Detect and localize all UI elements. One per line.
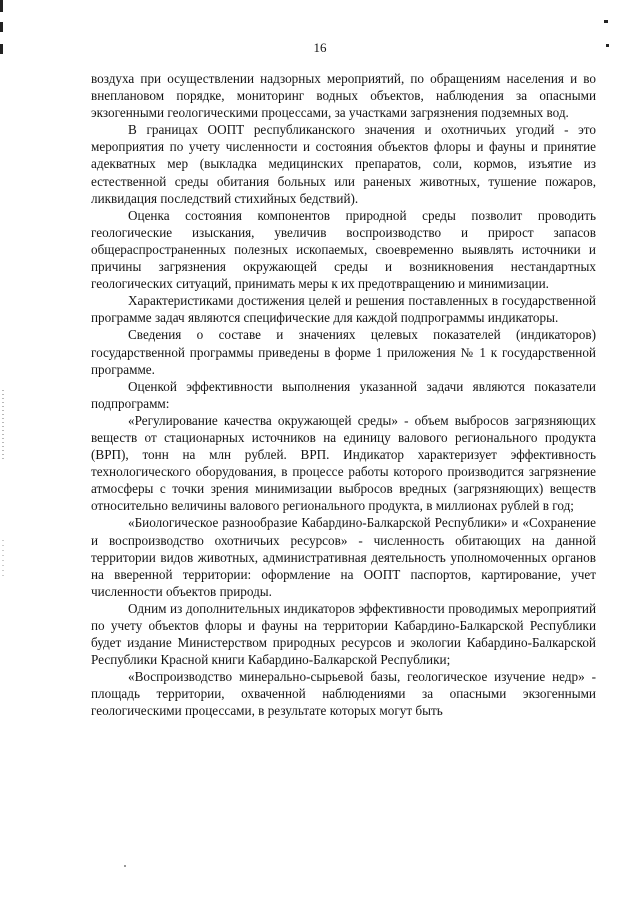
paragraph: воздуха при осуществлении надзорных мероприятий, по обращениям населения и во внеплановом порядке, мониторинг водных объектов, наблюдения за опасными экзогенными геологическими процессами, за участками загрязнения подземных вод. [91, 71, 596, 121]
paragraph: Сведения о составе и значениях целевых показателей (индикаторов) государственной программы приведены в форме 1 приложения № 1 к государственной программе. [91, 327, 596, 377]
paragraph: Одним из дополнительных индикаторов эффективности проводимых мероприятий по учету объектов флоры и фауны на территории Кабардино-Балкарской Республики будет издание Министерством природных ресурсов и экологии Кабардино-Балкарской Республики Красной книги Кабардино-Балкарской Республики; [91, 600, 596, 668]
paragraph: Оценка состояния компонентов природной среды позволит проводить геологические изыскания, увеличив воспроизводство и прирост запасов общераспространенных полезных ископаемых, своевременно выявлять источники и причины загрязнения окружающей среды и возникновения нестандартных геологических ситуаций, принимать меры к их предотвращению и минимизации. [91, 207, 596, 292]
paragraph: «Биологическое разнообразие Кабардино-Балкарской Республики» и «Сохранение и воспроизводство охотничьих ресурсов» - численность обитающих на данной территории видов животных, административная деятельность уполномоченных органов на вверенной территории: оформление на ООПТ паспортов, картирование, учет численности объектов природы. [91, 515, 596, 599]
paragraph: В границах ООПТ республиканского значения и охотничьих угодий - это мероприятия по учету численности и состояния объектов флоры и фауны и принятие адекватных мер (выкладка медицинских препаратов, соли, кормов, изъятие из естественной среды обитания больных или раненых животных, тушение пожаров, ликвидация последствий стихийных бедствий). [91, 122, 596, 206]
scan-dot-bottom [124, 865, 126, 867]
body-text [91, 70, 596, 720]
page-number: 16 [313, 40, 327, 55]
paragraph: Характеристиками достижения целей и решения поставленных в государственной программе задач являются специфические для каждой подпрограммы индикаторы. [91, 293, 596, 326]
paragraph: «Воспроизводство минерально-сырьевой базы, геологическое изучение недр» - площадь территории, охваченной наблюдениями за опасными экзогенными геологическими процессами, в результате которых могут быть [91, 669, 596, 719]
paragraph: «Регулирование качества окружающей среды» - объем выбросов загрязняющих веществ от стационарных источников на единицу валового регионального продукта (ВРП), тонн на млн рублей. ВРП. Индикатор характеризует эффективность технологического оборудования, в процессе работы которого производится загрязнение атмосферы с точки зрения минимизации выбросов вредных (загрязняющих) веществ относительно величины валового регионального продукта, в миллионах рублей в год; [91, 412, 596, 514]
scan-noise-left [2, 390, 4, 460]
scan-mark-left-1 [0, 0, 3, 12]
scan-noise-left-2 [2, 540, 4, 580]
scan-mark-right-1 [604, 20, 608, 23]
scan-mark-left-2 [0, 22, 3, 32]
paragraph: Оценкой эффективности выполнения указанной задачи являются показатели подпрограмм: [91, 378, 596, 411]
